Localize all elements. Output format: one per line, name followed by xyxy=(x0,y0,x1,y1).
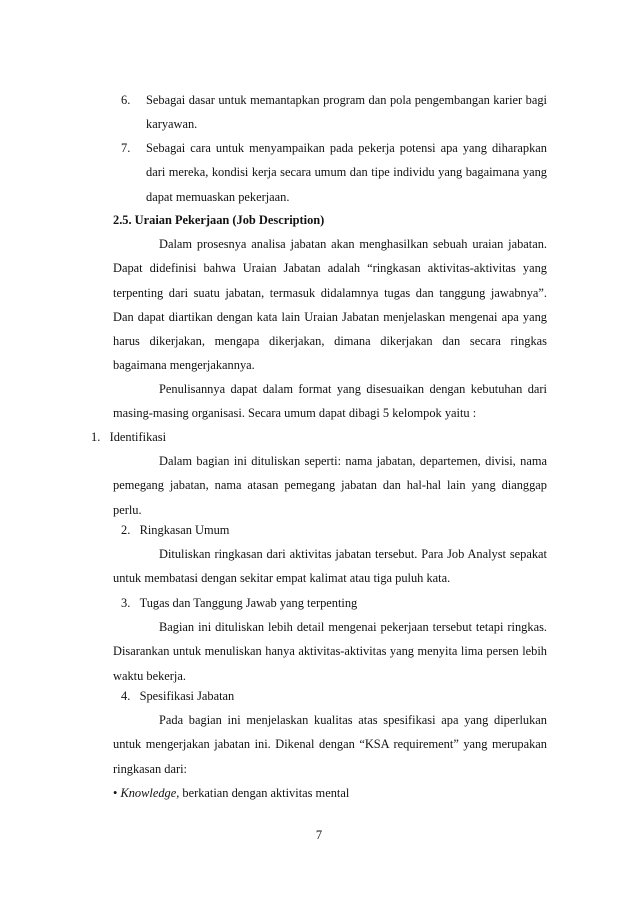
group-text-ringkasan: Dituliskan ringkasan dari aktivitas jabatan tersebut. Para Job Analyst sepakat untuk membatasi dengan sekitar empat kalimat atau tiga puluh kata. xyxy=(113,547,547,586)
group-heading-identifikasi xyxy=(91,425,166,449)
list-number: 6. xyxy=(121,93,131,107)
paragraph-format: Penulisannya dapat dalam format yang disesuaikan dengan kebutuhan dari masing-masing organisasi. Secara umum dapat dibagi 5 kelompok yaitu : xyxy=(113,382,547,421)
bullet-symbol: • xyxy=(113,786,118,800)
page-number: 7 xyxy=(315,828,323,842)
group-heading-spesifikasi xyxy=(121,684,234,708)
list-text: Sebagai dasar untuk memantapkan program dan pola pengembangan karier bagi karyawan. xyxy=(146,93,547,132)
group-text-identifikasi: Dalam bagian ini dituliskan seperti: nama jabatan, departemen, divisi, nama pemegang jabatan, nama atasan pemegang jabatan dan hal-hal lain yang dianggap perlu. xyxy=(113,454,547,517)
group-heading-ringkasan xyxy=(121,518,229,542)
group-number: 1. xyxy=(91,430,101,444)
list-item-7 xyxy=(121,136,547,209)
group-heading-tugas xyxy=(121,591,357,615)
bullet-knowledge xyxy=(113,781,349,805)
group-text-tugas: Bagian ini dituliskan lebih detail mengenai pekerjaan tersebut tetapi ringkas. Disarankan untuk menuliskan hanya aktivitas-aktivitas yang menyita lima persen lebih waktu bekerja. xyxy=(113,620,547,683)
group-title: Tugas dan Tanggung Jawab yang terpenting xyxy=(139,596,358,610)
paragraph-description: Dalam prosesnya analisa jabatan akan menghasilkan sebuah uraian jabatan. Dapat didefinisi bahwa Uraian Jabatan adalah “ringkasan aktivitas-aktivitas yang terpenting dari suatu jabatan, termasuk didalamnya tugas dan tanggung jawabnya”. Dan dapat diartikan dengan kata lain Uraian Jabatan menjelaskan mengenai apa yang harus dikerjakan, mengapa dikerjakan, dimana dikerjakan dan secara ringkas bagaimana mengerjakannya. xyxy=(113,237,547,373)
group-title: Identifikasi xyxy=(109,430,167,444)
group-number: 3. xyxy=(121,596,131,610)
group-title: Ringkasan Umum xyxy=(139,523,230,537)
list-number: 7. xyxy=(121,141,131,155)
section-heading: 2.5. Uraian Pekerjaan (Job Description) xyxy=(113,213,325,227)
group-number: 4. xyxy=(121,689,131,703)
list-item-6 xyxy=(121,88,547,137)
group-number: 2. xyxy=(121,523,131,537)
bullet-term: Knowledge, xyxy=(120,786,180,800)
group-text-spesifikasi: Pada bagian ini menjelaskan kualitas atas spesifikasi apa yang diperlukan untuk mengerjakan jabatan ini. Dikenal dengan “KSA requirement” yang merupakan ringkasan dari: xyxy=(113,713,547,776)
list-text: Sebagai cara untuk menyampaikan pada pekerja potensi apa yang diharapkan dari mereka, kondisi kerja secara umum dan tipe individu yang bagaimana yang dapat memuaskan pekerjaan. xyxy=(146,141,547,204)
bullet-text: berkatian dengan aktivitas mental xyxy=(179,786,350,800)
group-title: Spesifikasi Jabatan xyxy=(139,689,235,703)
